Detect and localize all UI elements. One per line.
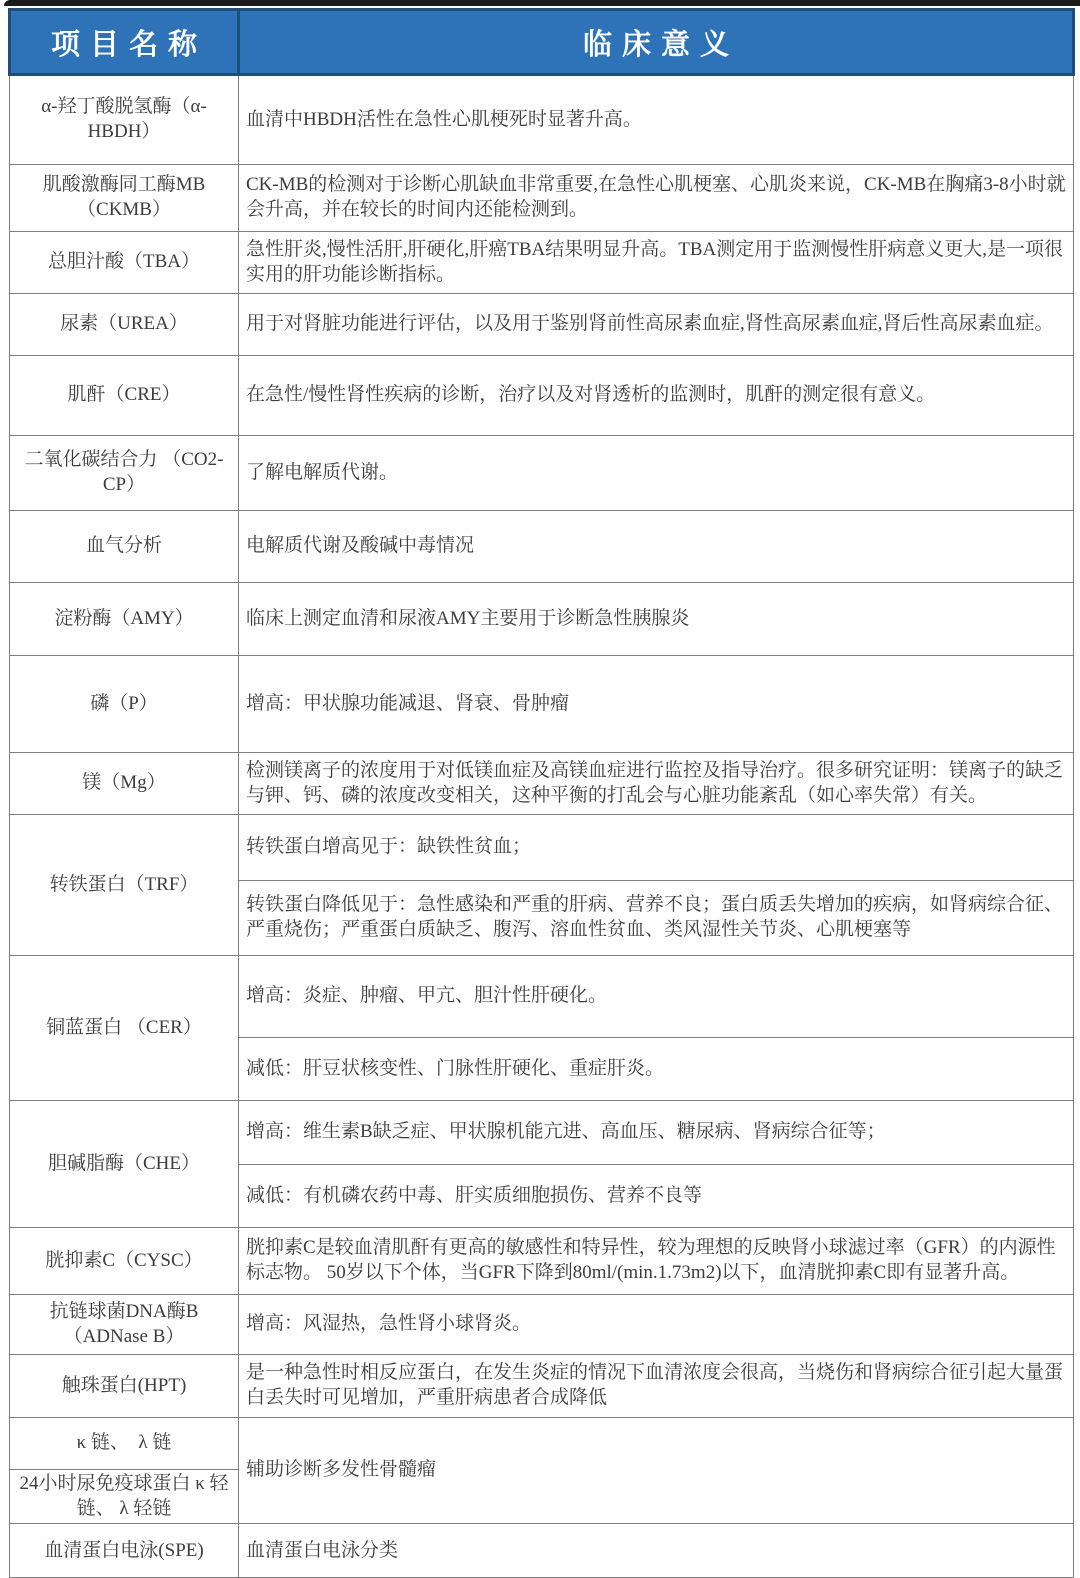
clinical-significance-cell: 了解电解质代谢。 — [239, 436, 1074, 511]
item-name-cell: α-羟丁酸脱氢酶（α-HBDH） — [10, 75, 239, 165]
table-row — [10, 1228, 1074, 1295]
clinical-significance-cell: 增高：甲状腺功能减退、肾衰、骨肿瘤 — [239, 656, 1074, 753]
clinical-significance-cell: 胱抑素C是较血清肌酐有更高的敏感性和特异性，较为理想的反映肾小球滤过率（GFR）的内源性标志物。 50岁以下个体，当GFR下降到80ml/(min.1.73m2)以下，血清胱抑素C即有显著升高。 — [239, 1228, 1074, 1295]
item-name-cell: 二氧化碳结合力 （CO2-CP） — [10, 436, 239, 511]
table-row — [10, 436, 1074, 511]
table-row — [10, 165, 1074, 232]
table-header — [10, 10, 1074, 75]
table-row — [10, 1524, 1074, 1578]
clinical-significance-cell: 转铁蛋白降低见于：急性感染和严重的肝病、营养不良；蛋白质丢失增加的疾病，如肾病综合征、严重烧伤；严重蛋白质缺乏、腹泻、溶血性贫血、类风湿性关节炎、心肌梗塞等 — [239, 881, 1074, 956]
item-name-cell: 胆碱脂酶（CHE） — [10, 1101, 239, 1228]
clinical-significance-cell: 是一种急性时相反应蛋白，在发生炎症的情况下血清浓度会很高，当烧伤和肾病综合征引起大量蛋白丢失时可见增加，严重肝病患者合成降低 — [239, 1355, 1074, 1418]
table-row — [10, 1101, 1074, 1165]
table-row — [10, 815, 1074, 881]
header-item-name: 项目名称 — [10, 10, 239, 75]
screenshot-top-edge — [4, 0, 1080, 6]
clinical-significance-cell: 转铁蛋白增高见于：缺铁性贫血； — [239, 815, 1074, 881]
table-row — [10, 583, 1074, 656]
item-name-cell: 胱抑素C（CYSC） — [10, 1228, 239, 1295]
table-body — [10, 75, 1074, 1578]
table-row — [10, 294, 1074, 356]
item-name-cell: 抗链球菌DNA酶B（ADNase B） — [10, 1295, 239, 1355]
item-name-cell: 镁（Mg） — [10, 753, 239, 815]
table-row — [10, 956, 1074, 1038]
table-row — [10, 1295, 1074, 1355]
item-name-cell: 血气分析 — [10, 511, 239, 583]
clinical-significance-cell: 在急性/慢性肾性疾病的诊断，治疗以及对肾透析的监测时，肌酐的测定很有意义。 — [239, 356, 1074, 436]
clinical-significance-cell: 血清蛋白电泳分类 — [239, 1524, 1074, 1578]
table-row — [10, 1355, 1074, 1418]
header-row — [10, 10, 1074, 75]
clinical-significance-cell: 急性肝炎,慢性活肝,肝硬化,肝癌TBA结果明显升高。TBA测定用于监测慢性肝病意义更大,是一项很实用的肝功能诊断指标。 — [239, 232, 1074, 294]
table-row — [10, 356, 1074, 436]
header-clinical-significance: 临床意义 — [239, 10, 1074, 75]
clinical-significance-cell: CK-MB的检测对于诊断心肌缺血非常重要,在急性心肌梗塞、心肌炎来说，CK-MB在胸痛3-8小时就会升高，并在较长的时间内还能检测到。 — [239, 165, 1074, 232]
item-name-cell: 触珠蛋白(HPT) — [10, 1355, 239, 1418]
table-row — [10, 75, 1074, 165]
clinical-significance-cell: 增高：炎症、肿瘤、甲亢、胆汁性肝硬化。 — [239, 956, 1074, 1038]
clinical-significance-cell: 血清中HBDH活性在急性心肌梗死时显著升高。 — [239, 75, 1074, 165]
clinical-significance-cell: 增高：风湿热，急性肾小球肾炎。 — [239, 1295, 1074, 1355]
item-name-cell: 血清蛋白电泳(SPE) — [10, 1524, 239, 1578]
table-row — [10, 656, 1074, 753]
item-name-cell: 铜蓝蛋白 （CER） — [10, 956, 239, 1101]
clinical-significance-cell: 电解质代谢及酸碱中毒情况 — [239, 511, 1074, 583]
table-row — [10, 1418, 1074, 1470]
table-row — [10, 232, 1074, 294]
item-name-cell: 肌酸激酶同工酶MB（CKMB） — [10, 165, 239, 232]
item-name-cell: 转铁蛋白（TRF） — [10, 815, 239, 956]
item-name-cell: κ 链、 λ 链 — [10, 1418, 239, 1470]
item-name-cell: 淀粉酶（AMY） — [10, 583, 239, 656]
clinical-significance-cell: 用于对肾脏功能进行评估，以及用于鉴别肾前性高尿素血症,肾性高尿素血症,肾后性高尿素血症。 — [239, 294, 1074, 356]
item-name-cell: 磷（P） — [10, 656, 239, 753]
clinical-significance-cell: 减低：有机磷农药中毒、肝实质细胞损伤、营养不良等 — [239, 1165, 1074, 1228]
clinical-significance-cell: 辅助诊断多发性骨髓瘤 — [239, 1418, 1074, 1524]
lab-test-table — [8, 8, 1075, 1578]
clinical-significance-cell: 检测镁离子的浓度用于对低镁血症及高镁血症进行监控及指导治疗。很多研究证明：镁离子的缺乏与钾、钙、磷的浓度改变相关，这种平衡的打乱会与心脏功能紊乱（如心率失常）有关。 — [239, 753, 1074, 815]
item-name-cell: 总胆汁酸（TBA） — [10, 232, 239, 294]
table-row — [10, 511, 1074, 583]
item-name-cell: 24小时尿免疫球蛋白 κ 轻链、 λ 轻链 — [10, 1470, 239, 1524]
item-name-cell: 肌酐（CRE） — [10, 356, 239, 436]
item-name-cell: 尿素（UREA） — [10, 294, 239, 356]
clinical-significance-cell: 临床上测定血清和尿液AMY主要用于诊断急性胰腺炎 — [239, 583, 1074, 656]
table-row — [10, 753, 1074, 815]
clinical-significance-cell: 减低：肝豆状核变性、门脉性肝硬化、重症肝炎。 — [239, 1038, 1074, 1101]
clinical-significance-cell: 增高：维生素B缺乏症、甲状腺机能亢进、高血压、糖尿病、肾病综合征等； — [239, 1101, 1074, 1165]
